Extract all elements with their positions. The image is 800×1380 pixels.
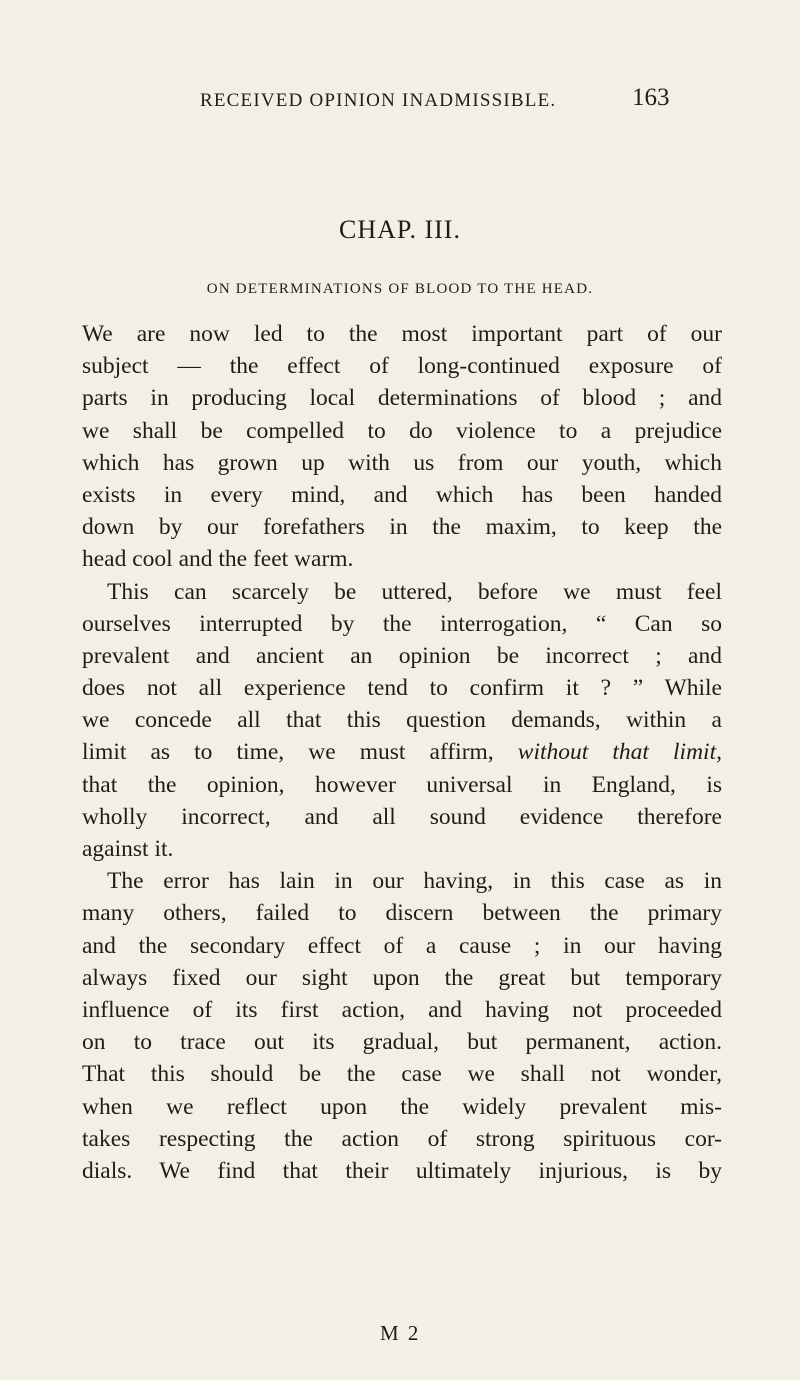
text-segment: limit as to time, we must affirm, <box>82 739 494 766</box>
text-line: That this should be the case we shall not wonder, <box>82 1061 722 1088</box>
text-line: does not all experience tend to confirm it ? ” While <box>82 675 722 702</box>
running-head <box>0 84 800 116</box>
text-line: on to trace out its gradual, but permanent, action. <box>82 1029 722 1056</box>
text-line: This can scarcely be uttered, before we must feel <box>107 578 722 605</box>
text-line: when we reflect upon the widely prevalent mis- <box>82 1093 722 1120</box>
text-line: parts in producing local determinations of blood ; and <box>82 385 722 412</box>
text-line: we concede all that this question demands, within a <box>82 707 722 734</box>
text-line: dials. We find that their ultimately injurious, is by <box>82 1157 722 1184</box>
text-line: subject — the effect of long-continued exposure of <box>82 353 722 380</box>
text-line: ourselves interrupted by the interrogation, “ Can so <box>82 610 722 637</box>
text-line: wholly incorrect, and all sound evidence therefore <box>82 803 722 830</box>
text-line: always fixed our sight upon the great but temporary <box>82 964 722 991</box>
text-line: that the opinion, however universal in England, is <box>82 771 722 798</box>
running-title: RECEIVED OPINION INADMISSIBLE. <box>200 90 557 111</box>
text-line: which has grown up with us from our youth, which <box>82 449 722 476</box>
chapter-title: CHAP. III. <box>339 215 461 244</box>
text-line: takes respecting the action of strong spirituous cor- <box>82 1125 722 1152</box>
text-line: prevalent and ancient an opinion be incorrect ; and <box>82 642 722 669</box>
text-line: head cool and the feet warm. <box>82 546 354 573</box>
text-line-mixed <box>82 736 722 768</box>
text-line: many others, failed to discern between the primary <box>82 900 722 927</box>
text-line: influence of its first action, and having not proceeded <box>82 996 722 1023</box>
body-text <box>82 318 722 1187</box>
text-line: against it. <box>82 836 174 862</box>
text-line: exists in every mind, and which has been handed <box>82 481 722 508</box>
chapter-subtitle: ON DETERMINATIONS OF BLOOD TO THE HEAD. <box>206 281 594 297</box>
text-line: we shall be compelled to do violence to a prejudice <box>82 417 722 444</box>
italic-phrase: without that limit, <box>517 739 722 766</box>
page-number: 163 <box>632 84 670 111</box>
text-line: and the secondary effect of a cause ; in our having <box>82 932 722 959</box>
text-line: down by our forefathers in the maxim, to keep the <box>82 514 722 541</box>
signature-mark: M 2 <box>380 1321 421 1345</box>
text-line: The error has lain in our having, in this case as in <box>107 868 722 895</box>
text-line: We are now led to the most important part of our <box>82 321 722 347</box>
